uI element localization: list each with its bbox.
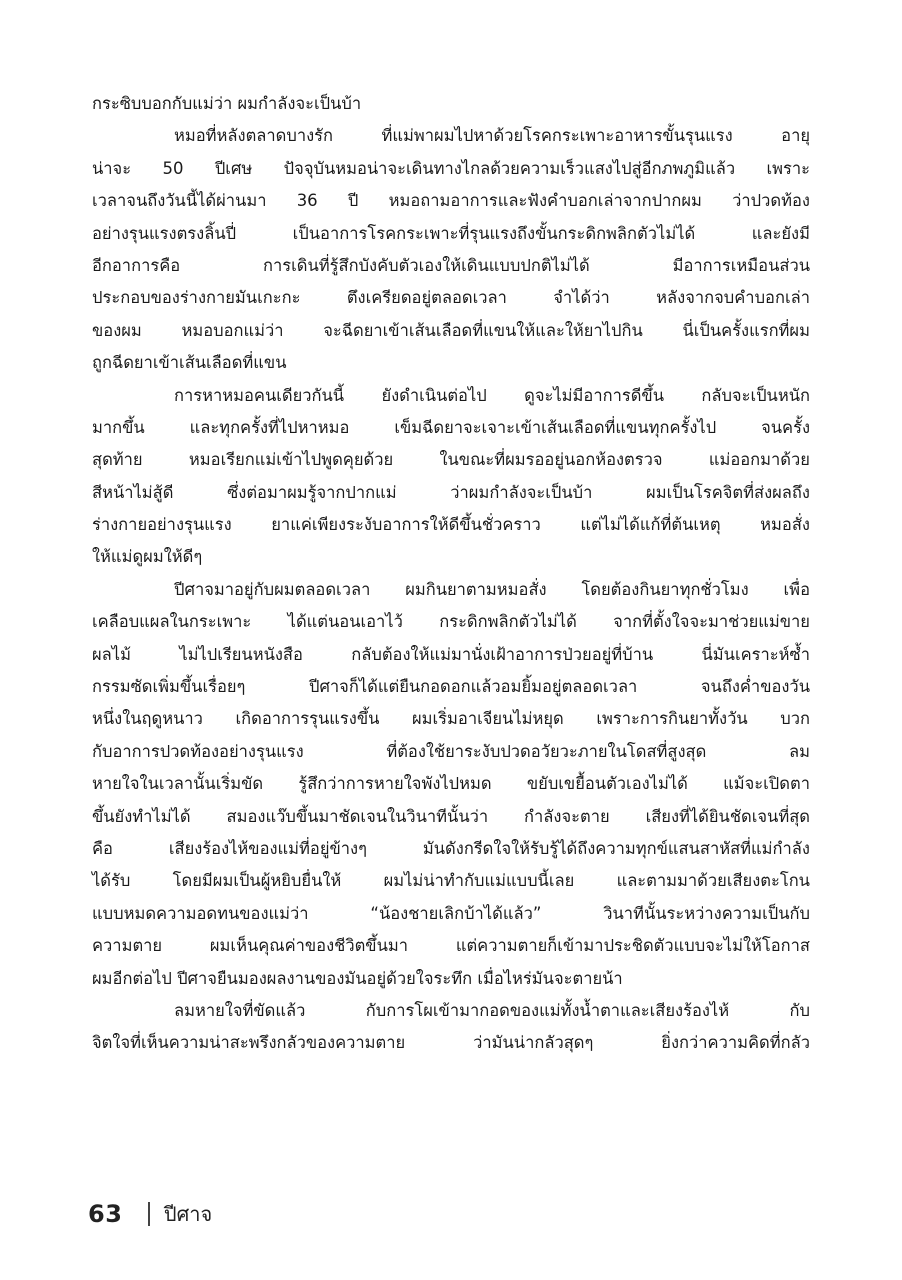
text-line: ความตาย ผมเห็นคุณค่าของชีวิตขึ้นมา แต่ความตายก็เข้ามาประชิดตัวแบบจะไม่ให้โอกาส: [92, 936, 810, 956]
text-line: น่าจะ 50 ปีเศษ ปัจจุบันหมอน่าจะเดินทางไกลด้วยความเร็วแสงไปสู่อีกภพภูมิแล้ว เพราะ: [92, 158, 810, 178]
text-line: มากขึ้น และทุกครั้งที่ไปหาหมอ เข็มฉีดยาจะเจาะเข้าเส้นเลือดที่แขนทุกครั้งไป จนครั้ง: [92, 417, 810, 437]
text-line: ผลไม้ ไม่ไปเรียนหนังสือ กลับต้องให้แม่มานั่งเฝ้าอาการป่วยอยู่ที่บ้าน นี่มันเคราะห์ซ้ำ: [92, 644, 810, 664]
text-line: สุดท้าย หมอเรียกแม่เข้าไปพูดคุยด้วย ในขณะที่ผมรออยู่นอกห้องตรวจ แม่ออกมาด้วย: [92, 450, 810, 470]
text-line: ปีศาจมาอยู่กับผมตลอดเวลา ผมกินยาตามหมอสั่ง โดยต้องกินยาทุกชั่วโมง เพื่อ: [174, 579, 810, 599]
text-line: หนึ่งในฤดูหนาว เกิดอาการรุนแรงขึ้น ผมเริ่มอาเจียนไม่หยุด เพราะการกินยาทั้งวัน บวก: [92, 709, 810, 729]
running-title: ปีศาจ: [163, 1202, 213, 1226]
text-line: กระซิบบอกกับแม่ว่า ผมกำลังจะเป็นบ้า: [92, 94, 362, 113]
text-line: ถูกฉีดยาเข้าเส้นเลือดที่แขน: [92, 353, 287, 373]
text-line: หมอที่หลังตลาดบางรัก ที่แม่พาผมไปหาด้วยโรคกระเพาะอาหารขั้นรุนแรง อายุ: [174, 126, 810, 146]
text-line: ขึ้นยังทำไม่ได้ สมองแว๊บขึ้นมาชัดเจนในวินาทีนั้นว่า กำลังจะตาย เสียงที่ได้ยินชัดเจนที่สุด: [92, 806, 810, 826]
text-line: สีหน้าไม่สู้ดี ซึ่งต่อมาผมรู้จากปากแม่ ว่าผมกำลังจะเป็นบ้า ผมเป็นโรคจิตที่ส่งผลถึง: [92, 482, 810, 502]
text-line: ของผม หมอบอกแม่ว่า จะฉีดยาเข้าเส้นเลือดที่แขนให้และให้ยาไปกิน นี่เป็นครั้งแรกที่ผม: [92, 320, 810, 340]
text-line: อย่างรุนแรงตรงลิ้นปี่ เป็นอาการโรคกระเพาะที่รุนแรงถึงขั้นกระดิกพลิกตัวไม่ได้ และยังมี: [92, 223, 810, 243]
text-line: จิตใจที่เห็นความน่าสะพรึงกลัวของความตาย ว่ามันน่ากลัวสุดๆ ยิ่งกว่าความคิดที่กลัว: [92, 1033, 810, 1053]
text-line: ร่างกายอย่างรุนแรง ยาแค่เพียงระงับอาการให้ดีขึ้นชั่วคราว แต่ไม่ได้แก้ที่ต้นเหตุ หมอสั่ง: [92, 515, 810, 535]
text-line: กรรมซัดเพิ่มขึ้นเรื่อยๆ ปีศาจก็ได้แต่ยืนกอดอกแล้วอมยิ้มอยู่ตลอดเวลา จนถึงค่ำของวัน: [92, 677, 810, 697]
text-line: แบบหมดความอดทนของแม่ว่า “น้องชายเลิกบ้าได้แล้ว” วินาทีนั้นระหว่างความเป็นกับ: [92, 903, 810, 923]
text-line: อีกอาการคือ การเดินที่รู้สึกบังคับตัวเองให้เดินแบบปกติไม่ได้ มีอาการเหมือนส่วน: [92, 255, 810, 275]
text-line: คือ เสียงร้องไห้ของแม่ที่อยู่ข้างๆ มันดังกรีดใจให้รับรู้ได้ถึงความทุกข์แสนสาหัสที่แม่กำลัง: [92, 838, 810, 858]
text-line: ลมหายใจที่ขัดแล้ว กับการโผเข้ามากอดของแม่ทั้งน้ำตาและเสียงร้องไห้ กับ: [174, 1000, 810, 1020]
page-number: 63: [88, 1200, 123, 1228]
text-line: เวลาจนถึงวันนี้ได้ผ่านมา 36 ปี หมอถามอาการและฟังคำบอกเล่าจากปากผม ว่าปวดท้อง: [92, 191, 810, 211]
page-footer: [88, 1198, 212, 1230]
text-line: ผมอีกต่อไป ปีศาจยืนมองผลงานของมันอยู่ด้วยใจระทึก เมื่อไหร่มันจะตายน้า: [92, 968, 623, 988]
body-text: [92, 88, 810, 1060]
text-line: ให้แม่ดูผมให้ดีๆ: [92, 547, 203, 567]
text-line: เคลือบแผลในกระเพาะ ได้แต่นอนเอาไว้ กระดิกพลิกตัวไม่ได้ จากที่ตั้งใจจะมาช่วยแม่ขาย: [92, 612, 810, 632]
text-line: กับอาการปวดท้องอย่างรุนแรง ที่ต้องใช้ยาระงับปวดอวัยวะภายในโดสที่สูงสุด ลม: [92, 741, 810, 761]
text-line: ได้รับ โดยมีผมเป็นผู้หยิบยื่นให้ ผมไม่น่าทำกับแม่แบบนี้เลย และตามมาด้วยเสียงตะโกน: [92, 871, 810, 891]
footer-divider: [148, 1202, 150, 1226]
text-line: ประกอบของร่างกายมันเกะกะ ตึงเครียดอยู่ตลอดเวลา จำได้ว่า หลังจากจบคำบอกเล่า: [92, 288, 810, 308]
text-line: หายใจในเวลานั้นเริ่มขัด รู้สึกว่าการหายใจพังไปหมด ขยับเขยื้อนตัวเองไม่ได้ แม้จะเปิดตา: [92, 774, 810, 794]
text-line: การหาหมอคนเดียวกันนี้ ยังดำเนินต่อไป ดูจะไม่มีอาการดีขึ้น กลับจะเป็นหนัก: [174, 385, 810, 405]
